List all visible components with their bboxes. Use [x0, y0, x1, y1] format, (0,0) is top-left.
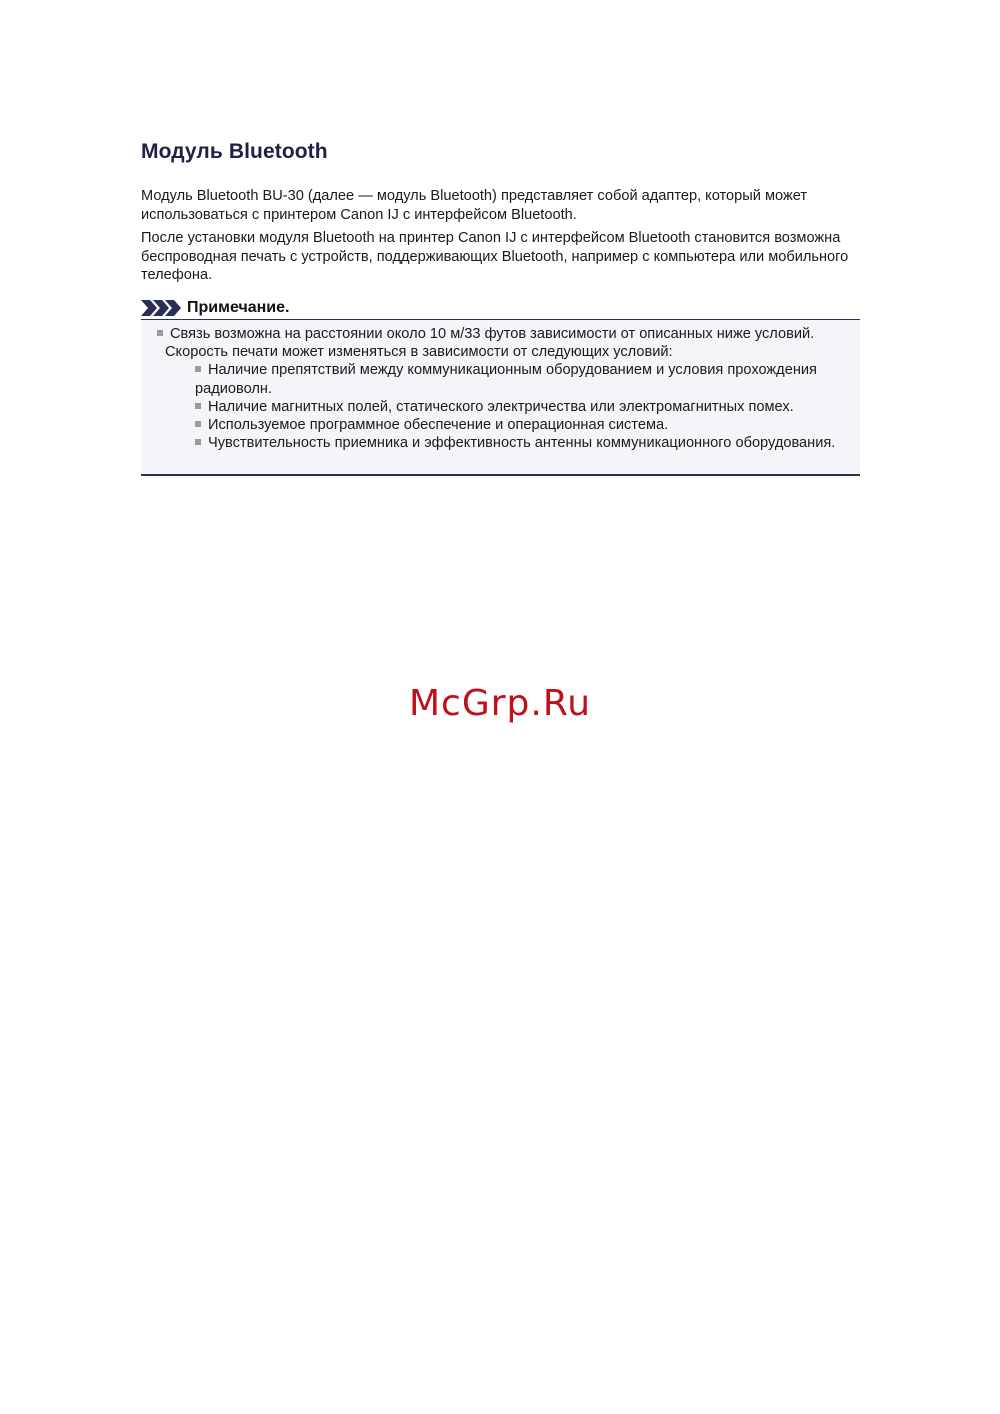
page-title: Модуль Bluetooth [141, 140, 328, 163]
square-bullet-icon [195, 439, 201, 445]
note-sub-item-2: Наличие магнитных полей, статического электричества или электромагнитных помех. [208, 398, 794, 415]
note-main-line-1: Связь возможна на расстоянии около 10 м/33 футов зависимости от описанных ниже условий. [170, 326, 815, 342]
list-item [195, 361, 847, 397]
list-item [195, 398, 847, 416]
square-bullet-icon [195, 421, 201, 427]
note-sub-item-4: Чувствительность приемника и эффективность антенны коммуникационного оборудования. [208, 435, 836, 452]
list-item [195, 434, 847, 452]
square-bullet-icon [195, 366, 201, 372]
note-main-line-2: Скорость печати может изменяться в зависимости от следующих условий: [165, 344, 673, 361]
intro-paragraph: Модуль Bluetooth BU-30 (далее — модуль Bluetooth) представляет собой адаптер, который может использоваться с принтером Canon IJ с интерфейсом Bluetooth. [141, 188, 808, 223]
note-sub-item-3: Используемое программное обеспечение и операционная система. [208, 417, 669, 434]
note-sub-list [157, 361, 847, 452]
note-box [141, 319, 860, 476]
watermark: McGrp.Ru [408, 683, 592, 724]
install-paragraph: После установки модуля Bluetooth на принтер Canon IJ с интерфейсом Bluetooth становится возможна беспроводная печать с устройств, поддерживающих Bluetooth, например с компьютера или мобильного телефона. [141, 230, 849, 283]
list-item [195, 416, 847, 434]
note-list [157, 325, 847, 452]
triple-chevron-icon [141, 299, 181, 317]
note-title: Примечание. [187, 299, 290, 316]
note-sub-item-1: Наличие препятствий между коммуникационным оборудованием и условия прохождения радиоволн. [195, 362, 817, 397]
note-main-item [157, 325, 847, 452]
square-bullet-icon [195, 403, 201, 409]
note-header [141, 297, 289, 319]
square-bullet-icon [157, 330, 163, 336]
